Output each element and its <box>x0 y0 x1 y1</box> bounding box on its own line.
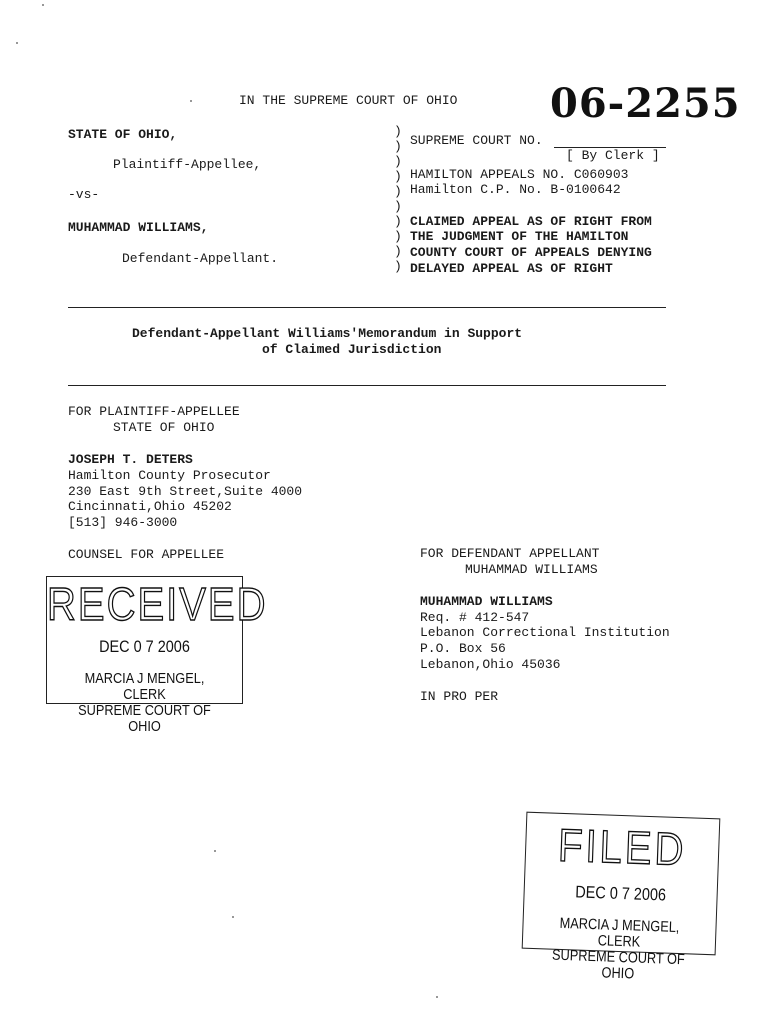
appellant-party: MUHAMMAD WILLIAMS <box>465 562 598 577</box>
scan-speck <box>436 996 438 998</box>
appellant-name: MUHAMMAD WILLIAMS <box>420 594 553 609</box>
appellee-phone: [513] 946-3000 <box>68 515 178 530</box>
appeal-description-line2: THE JUDGMENT OF THE HAMILTON <box>410 229 629 244</box>
appellee-address-line1: 230 East 9th Street,Suite 4000 <box>68 484 303 499</box>
appeals-number: HAMILTON APPEALS NO. C060903 <box>410 167 629 182</box>
court-heading: IN THE SUPREME COURT OF OHIO <box>239 93 458 108</box>
memo-title-line2: of Claimed Jurisdiction <box>262 342 442 357</box>
caption-party2: MUHAMMAD WILLIAMS, <box>68 220 209 235</box>
caption-party1-role: Plaintiff-Appellee, <box>113 157 262 172</box>
appellee-party: STATE OF OHIO <box>113 420 215 435</box>
filed-stamp-date: DEC 0 7 2006 <box>574 882 667 905</box>
supreme-court-no: SUPREME COURT NO. <box>410 133 543 148</box>
received-stamp-title: RECEIVED <box>47 579 268 631</box>
appellant-po-box: P.O. Box 56 <box>420 641 506 656</box>
received-stamp-court: SUPREME COURT OF OHIO <box>78 702 211 735</box>
by-clerk-note: [ By Clerk ] <box>566 148 660 163</box>
filed-stamp-title: FILED <box>557 820 688 876</box>
memo-title-line1: Defendant-Appellant Williams'Memorandum in Support <box>132 326 523 341</box>
appellant-institution: Lebanon Correctional Institution <box>420 625 670 640</box>
common-pleas-number: Hamilton C.P. No. B-0100642 <box>410 182 621 197</box>
received-stamp <box>46 576 268 735</box>
case-number-stamp: 06-2255 <box>550 80 741 127</box>
scan-speck <box>232 916 234 918</box>
scan-speck <box>42 4 44 6</box>
filed-stamp-clerk: MARCIA J MENGEL, CLERK <box>559 914 680 951</box>
scan-speck <box>214 850 216 852</box>
caption-party2-role: Defendant-Appellant. <box>122 251 279 266</box>
received-stamp-clerk: MARCIA J MENGEL, CLERK <box>84 670 205 703</box>
appellant-for-label: FOR DEFENDANT APPELLANT <box>420 546 600 561</box>
appellee-counsel-label: COUNSEL FOR APPELLEE <box>68 547 225 562</box>
appellee-counsel-title: Hamilton County Prosecutor <box>68 468 271 483</box>
filed-stamp <box>522 812 721 983</box>
title-rule-bottom <box>68 385 666 386</box>
appeal-description-line3: COUNTY COURT OF APPEALS DENYING <box>410 245 652 260</box>
appellant-reg-number: Req. # 412-547 <box>420 610 530 625</box>
appellee-counsel-name: JOSEPH T. DETERS <box>68 452 193 467</box>
appellant-city: Lebanon,Ohio 45036 <box>420 657 561 672</box>
filed-stamp-court: SUPREME COURT OF OHIO <box>551 946 686 983</box>
scan-speck <box>16 42 18 44</box>
caption-versus: -vs- <box>68 187 100 202</box>
title-rule-top <box>68 307 666 308</box>
caption-party1: STATE OF OHIO, <box>68 127 178 142</box>
appellee-address-line2: Cincinnati,Ohio 45202 <box>68 499 232 514</box>
caption-divider: ) ) ) ) ) ) ) ) ) ) <box>394 124 402 274</box>
appeal-description-line4: DELAYED APPEAL AS OF RIGHT <box>410 261 613 276</box>
appeal-description-line1: CLAIMED APPEAL AS OF RIGHT FROM <box>410 214 652 229</box>
received-stamp-date: DEC 0 7 2006 <box>99 637 190 656</box>
appellee-for-label: FOR PLAINTIFF-APPELLEE <box>68 404 240 419</box>
appellant-pro-per: IN PRO PER <box>420 689 499 704</box>
scan-speck <box>190 100 192 102</box>
